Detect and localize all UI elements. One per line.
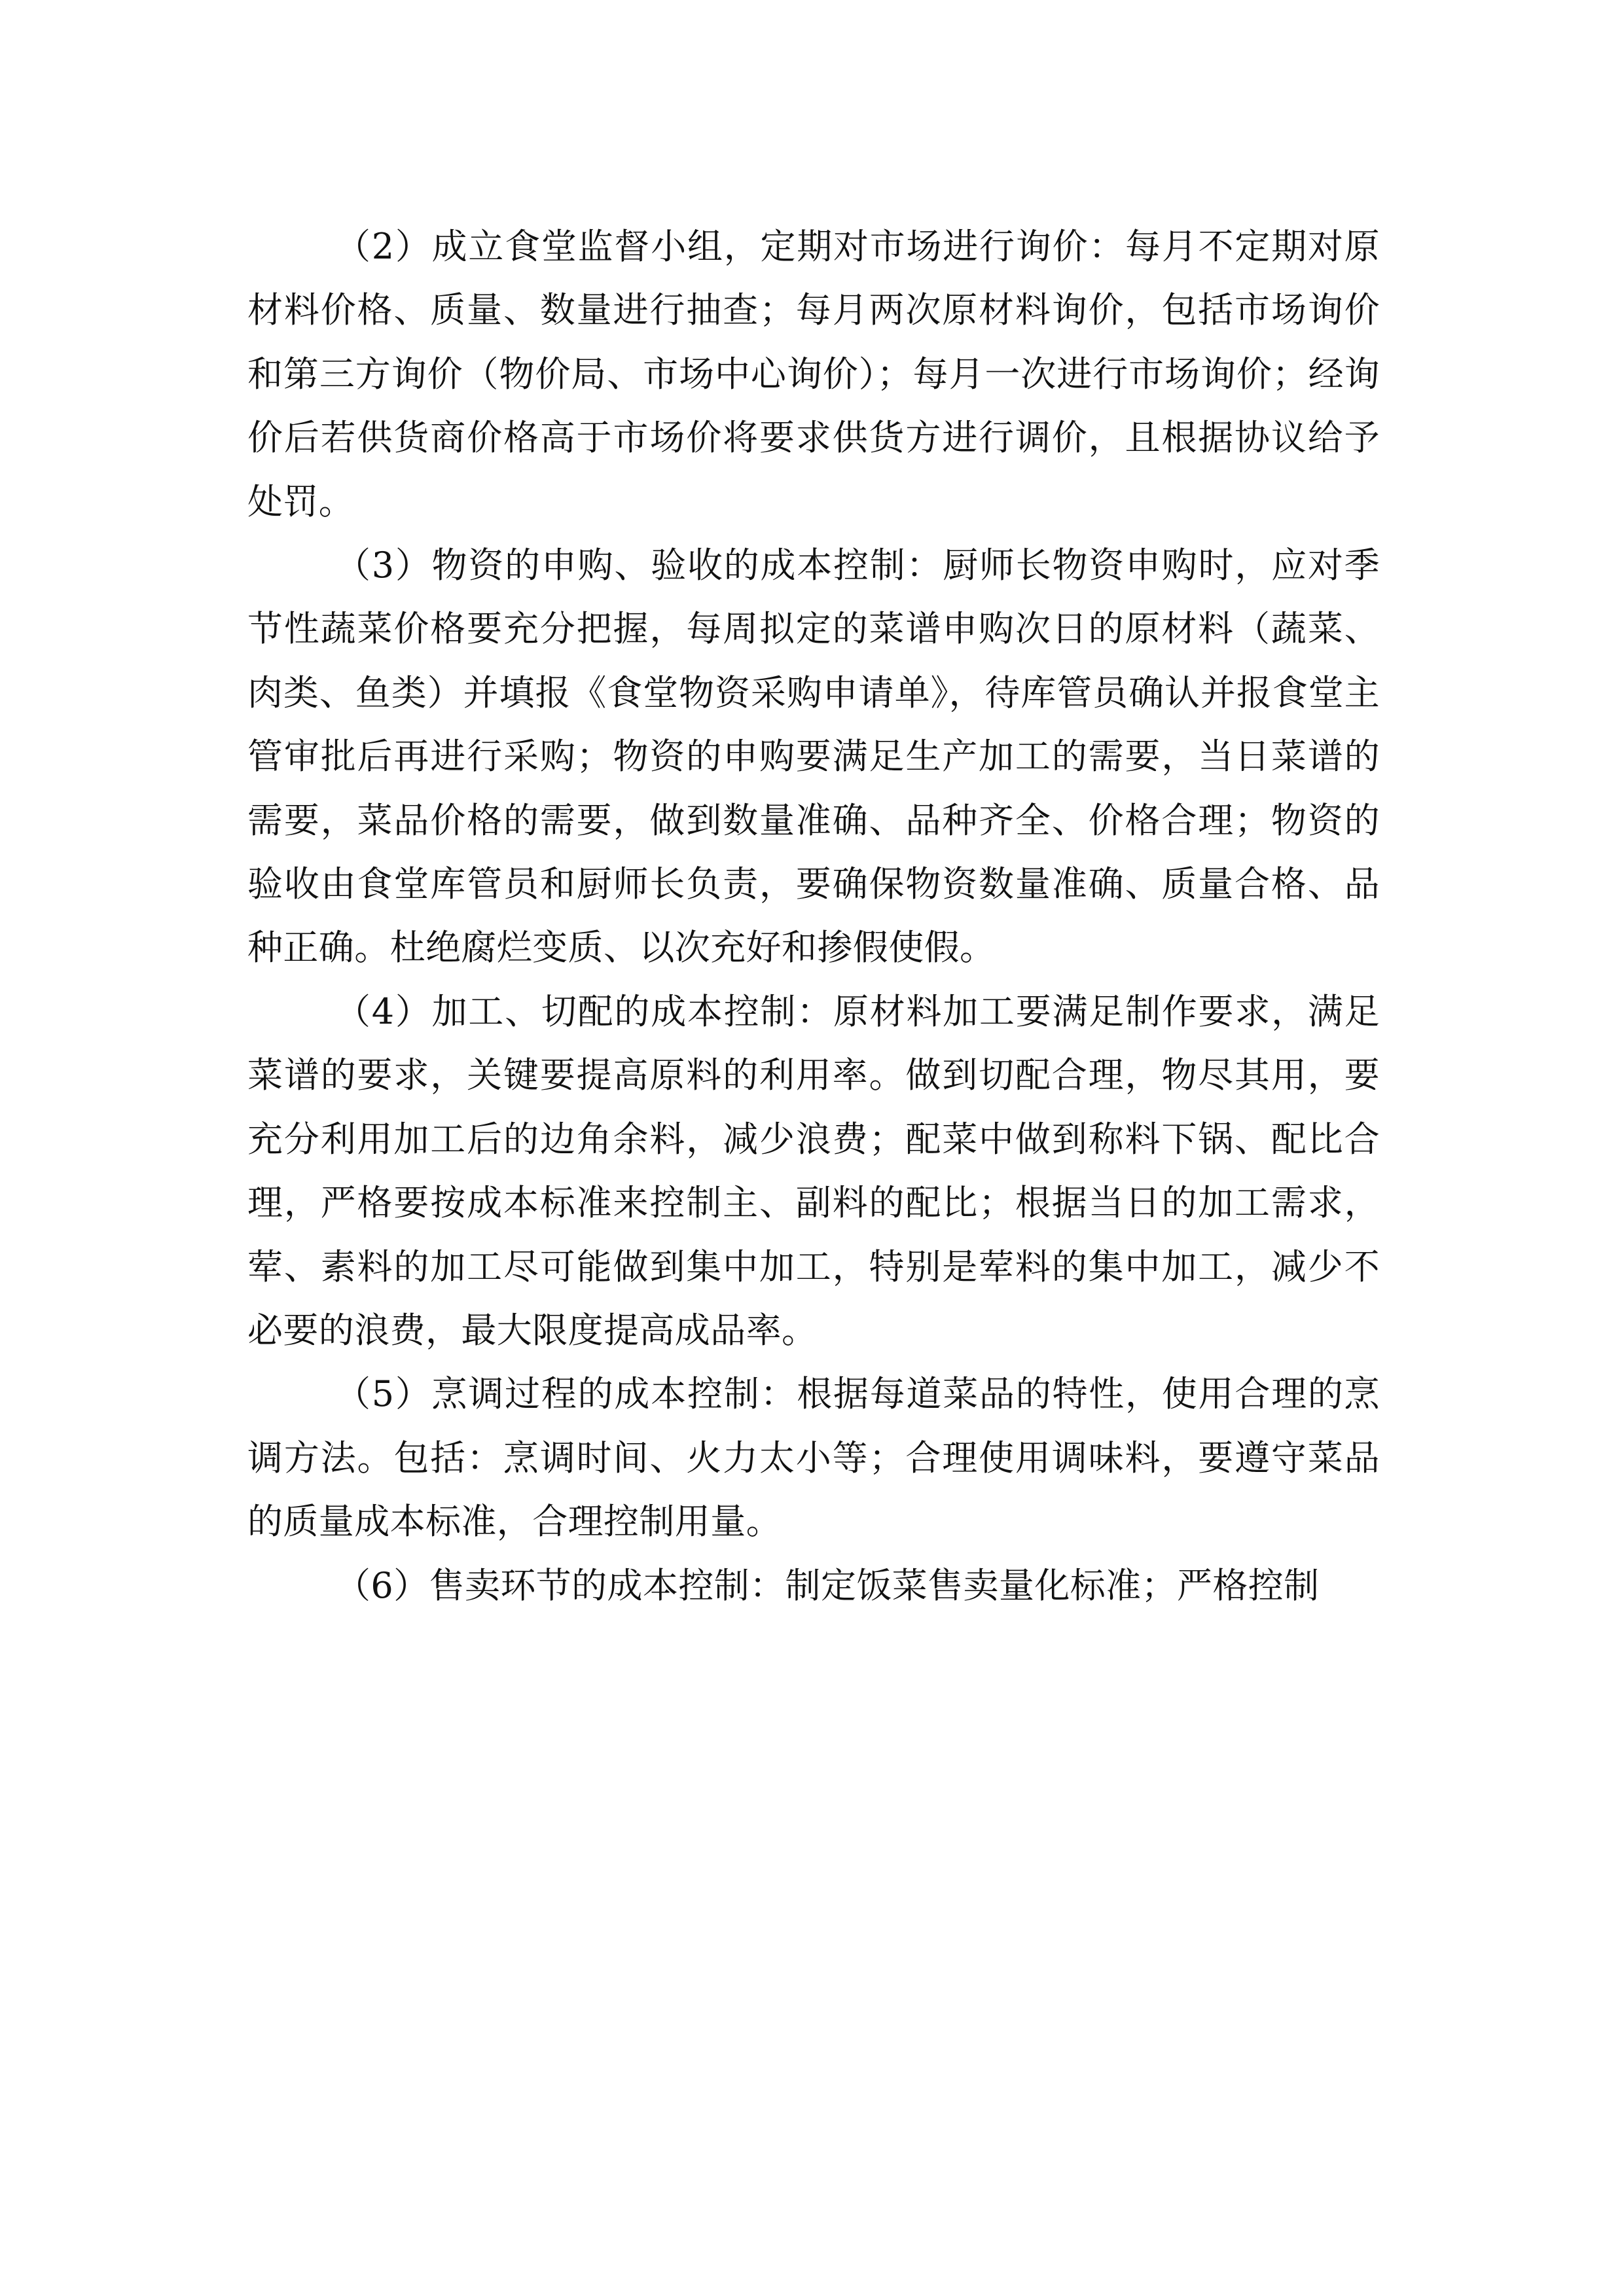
paragraph-3 — [247, 533, 1380, 980]
document-body — [247, 215, 1380, 1617]
paragraph-2-number: （2） — [335, 226, 432, 267]
paragraph-6-text: 售卖环节的成本控制：制定饭菜售卖量化标准；严格控制 — [429, 1564, 1320, 1606]
paragraph-5 — [247, 1362, 1380, 1553]
paragraph-3-number: （3） — [335, 545, 432, 586]
paragraph-2-text: 成立食堂监督小组，定期对市场进行询价：每月不定期对原材料价格、质量、数量进行抽查；每月两次原材料询价，包括市场询价和第三方询价（物价局、市场中心询价）；每月一次进行市场询价；经询价后若供货商价格高于市场价将要求供货方进行调价，且根据协议给予处罚。 — [247, 226, 1380, 522]
paragraph-4-number: （4） — [335, 990, 432, 1032]
paragraph-3-text: 物资的申购、验收的成本控制：厨师长物资申购时，应对季节性蔬菜价格要充分把握，每周拟定的菜谱申购次日的原材料（蔬菜、肉类、鱼类）并填报《食堂物资采购申请单》，待库管员确认并报食堂主管审批后再进行采购；物资的申购要满足生产加工的需要，当日菜谱的需要，菜品价格的需要，做到数量准确、品种齐全、价格合理；物资的验收由食堂库管员和厨师长负责，要确保物资数量准确、质量合格、品种正确。杜绝腐烂变质、以次充好和掺假使假。 — [247, 545, 1380, 969]
paragraph-5-number: （5） — [335, 1373, 432, 1415]
paragraph-6-number: （6） — [335, 1564, 429, 1606]
paragraph-6 — [247, 1554, 1380, 1617]
paragraph-2 — [247, 215, 1380, 533]
paragraph-4-text: 加工、切配的成本控制：原材料加工要满足制作要求，满足菜谱的要求，关键要提高原料的利用率。做到切配合理，物尽其用，要充分利用加工后的边角余料，减少浪费；配菜中做到称料下锅、配比合理，严格要按成本标准来控制主、副料的配比；根据当日的加工需求，荤、素料的加工尽可能做到集中加工，特别是荤料的集中加工，减少不必要的浪费，最大限度提高成品率。 — [247, 990, 1380, 1351]
paragraph-5-text: 烹调过程的成本控制：根据每道菜品的特性，使用合理的烹调方法。包括：烹调时间、火力太小等；合理使用调味料，要遵守菜品的质量成本标准，合理控制用量。 — [247, 1373, 1380, 1543]
paragraph-4 — [247, 980, 1380, 1362]
